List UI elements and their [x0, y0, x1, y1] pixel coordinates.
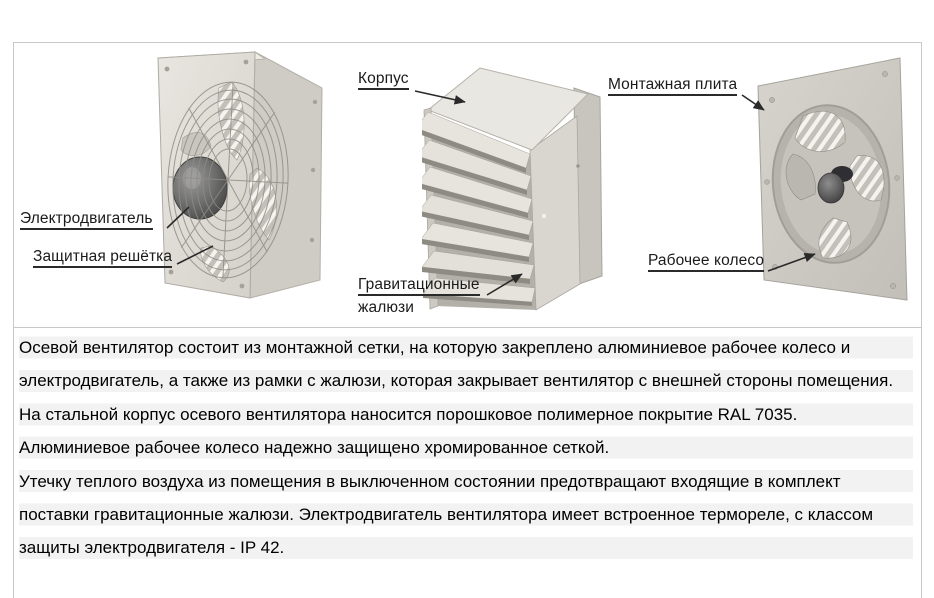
callout-louvers-line2: жалюзи: [358, 299, 415, 316]
description-paragraph-1: Осевой вентилятор состоит из монтажной сетки, на которую закреплено алюминиевое рабочее колесо и электродвигатель, а также из рамки с жалюзи, которая закрывает вентилятор с внешней стороны помещения. На стальной корпус осевого вентилятора наносится порошковое полимерное покрытие RAL 7035. Алюминиевое рабочее колесо надежно защищено хромированное сеткой.: [19, 338, 894, 458]
product-description-box: [13, 42, 922, 598]
callout-mounting-plate: Монтажная плита: [608, 76, 737, 96]
callout-grille: Защитная решётка: [33, 248, 172, 268]
callout-impeller: Рабочее колесо: [648, 252, 764, 272]
description-paragraph-2: Утечку теплого воздуха из помещения в выключенном состоянии предотвращают входящие в комплект поставки гравитационные жалюзи. Электродвигатель вентилятора имеет встроенное термореле, с классом защиты электродвигателя - IP 42.: [19, 471, 874, 558]
axial-fan-rear-image: [745, 48, 927, 316]
axial-fan-front-image: [145, 50, 335, 312]
impeller-hub: [818, 173, 844, 203]
callout-housing: Корпус: [358, 70, 409, 90]
louver-screw: [576, 164, 580, 168]
fan-components-figure: [14, 43, 921, 328]
callout-motor: Электродвигатель: [20, 210, 153, 230]
callout-louvers: [358, 276, 480, 316]
description-text: [19, 331, 913, 565]
callout-louvers-line1: Гравитационные: [358, 276, 480, 296]
description-section: [14, 328, 921, 565]
louver-screw: [542, 214, 546, 218]
